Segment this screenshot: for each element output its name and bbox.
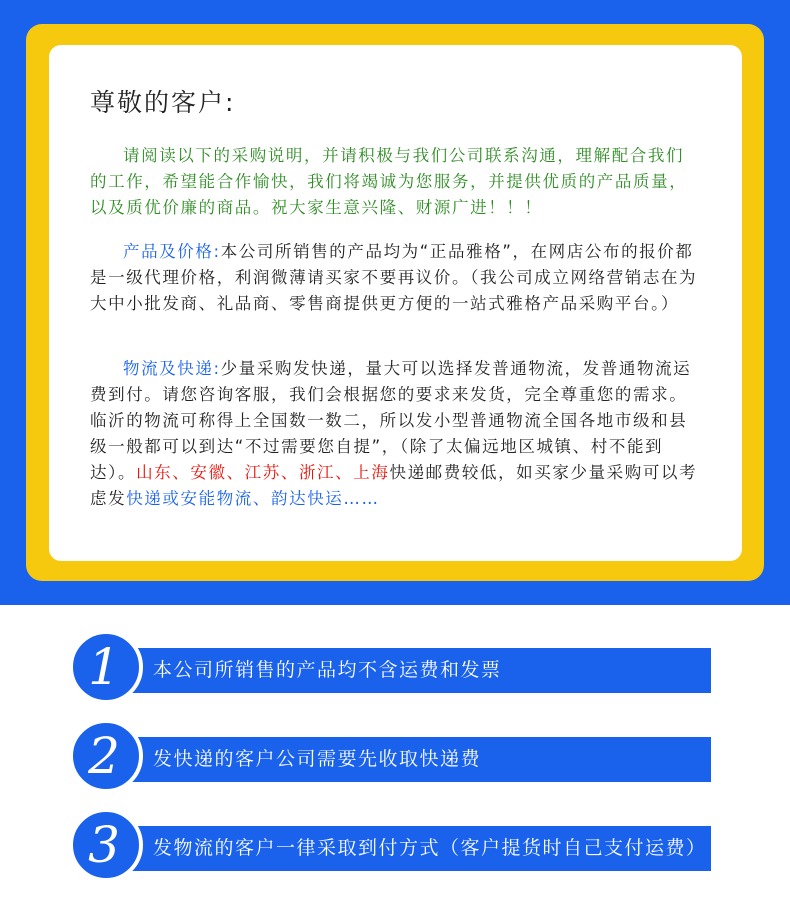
note-text: 发物流的客户一律采取到付方式（客户提货时自己支付运费） xyxy=(125,826,711,871)
number-label: 3 xyxy=(88,816,120,874)
logistics-body-part2: 快递邮费较低，如买家少量采购可以考虑发 xyxy=(90,463,698,508)
number-label: 1 xyxy=(88,638,120,696)
note-item-2 xyxy=(0,719,790,799)
note-item-1 xyxy=(0,630,790,710)
note-text: 本公司所销售的产品均不含运费和发票 xyxy=(125,648,711,693)
number-badge xyxy=(69,808,143,882)
logistics-body-part1: 少量采购发快递，量大可以选择发普通物流，发普通物流运费到付。请您咨询客服，我们会根据您的要求来发货，完全尊重您的需求。临沂的物流可称得上全国数一数二，所以发小型普通物流全国各地市级和县级一般都可以到达“不过需要您自提”，（除了太偏远地区城镇、村不能到达）。 xyxy=(90,359,692,482)
note-item-3 xyxy=(0,808,790,888)
number-label: 2 xyxy=(88,727,120,785)
number-badge xyxy=(69,719,143,793)
product-price-body: 本公司所销售的产品均为“正品雅格”，在网店公布的报价都是一级代理价格，利润微薄请买家不要再议价。（我公司成立网络营销志在为大中小批发商、礼品商、零售商提供更方便的一站式雅格产品采购平台。） xyxy=(90,242,698,313)
logistics-carriers: 快递或安能物流、韵达快运…… xyxy=(126,489,380,508)
product-price-paragraph xyxy=(90,239,702,317)
number-badge xyxy=(69,630,143,704)
logistics-provinces: 山东、安徽、江苏、浙江、上海 xyxy=(136,463,390,482)
note-text: 发快递的客户公司需要先收取快递费 xyxy=(125,737,711,782)
intro-paragraph: 请阅读以下的采购说明，并请积极与我们公司联系沟通，理解配合我们的工作，希望能合作愉快，我们将竭诚为您服务，并提供优质的产品质量，以及质优价廉的商品。祝大家生意兴隆、财源广进！！！ xyxy=(90,146,688,217)
logistics-paragraph xyxy=(90,356,702,512)
logistics-heading: 物流及快递: xyxy=(123,359,221,378)
product-price-heading: 产品及价格: xyxy=(123,242,221,261)
greeting-heading: 尊敬的客户: xyxy=(90,88,236,117)
